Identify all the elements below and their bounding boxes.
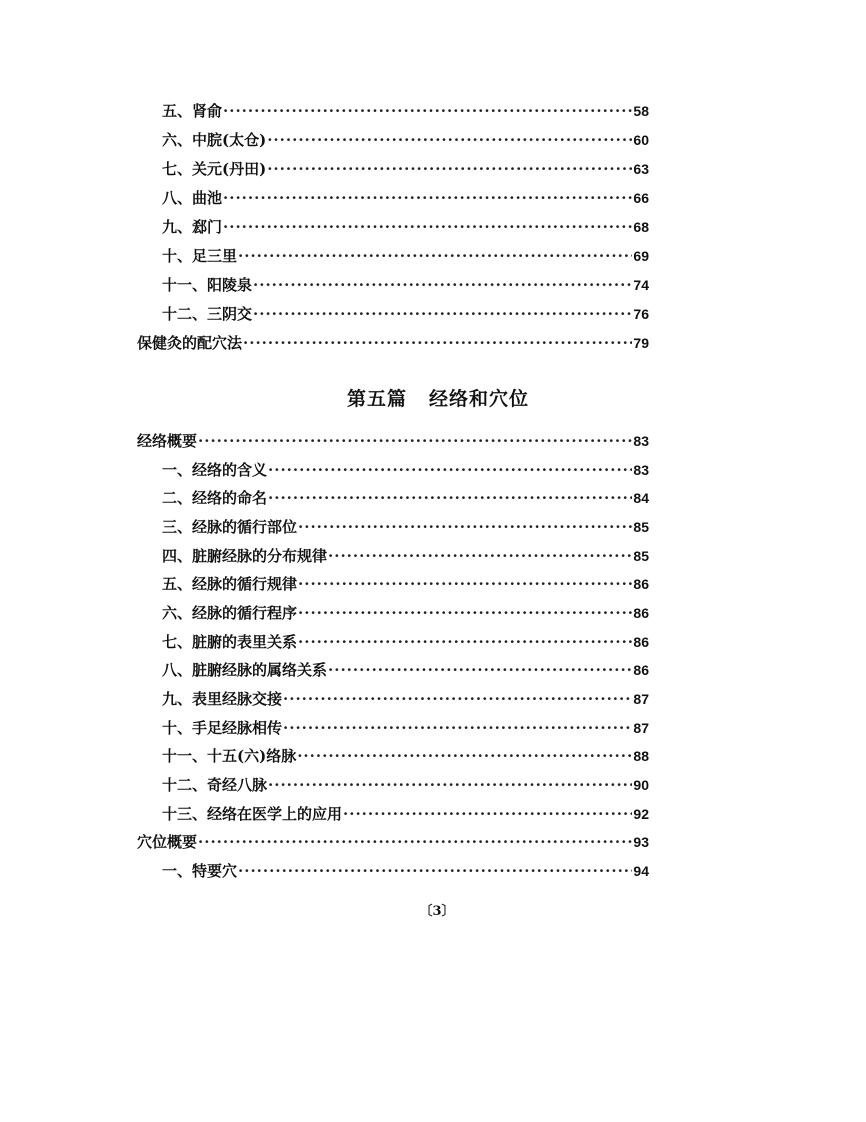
toc-entry-page: 79 — [633, 335, 649, 351]
dot-leader — [267, 126, 632, 155]
toc-entry-page: 86 — [633, 662, 649, 679]
toc-entry-page: 83 — [633, 433, 649, 449]
dot-leader — [283, 685, 632, 714]
toc-entry-page: 90 — [633, 776, 649, 793]
dot-leader — [268, 484, 632, 513]
dot-leader — [198, 828, 632, 857]
dot-leader — [298, 570, 632, 599]
toc-entry — [137, 456, 649, 485]
toc-entry — [137, 329, 649, 358]
dot-leader — [328, 542, 632, 571]
toc-entry-page: 86 — [633, 633, 649, 650]
toc-entry-title: 十二、三阴交 — [162, 305, 253, 323]
dot-leader — [253, 271, 632, 300]
toc-entry — [137, 427, 649, 456]
toc-entry-title: 七、脏腑的表里关系 — [162, 632, 298, 651]
dot-leader — [343, 800, 632, 829]
dot-leader — [238, 857, 632, 886]
toc-entry — [137, 300, 649, 329]
part-heading — [0, 384, 866, 411]
toc-entry — [137, 155, 649, 184]
toc-entry-page: 88 — [633, 748, 649, 765]
toc-entry-page: 68 — [633, 219, 649, 235]
toc-entry — [137, 271, 649, 300]
toc-entry — [137, 685, 649, 714]
toc-entry — [137, 656, 649, 685]
toc-entry-page: 85 — [633, 518, 649, 535]
toc-entry-page: 63 — [633, 161, 649, 177]
dot-leader — [298, 599, 632, 628]
toc-entry-title: 穴位概要 — [137, 833, 198, 852]
toc-entry — [137, 771, 649, 800]
toc-entry-page: 58 — [633, 103, 649, 119]
part-number: 第五篇 — [346, 388, 407, 410]
toc-entry — [137, 857, 649, 886]
toc-entry-page: 69 — [633, 248, 649, 264]
toc-entry — [137, 828, 649, 857]
toc-entry-page: 92 — [633, 805, 649, 822]
toc-entry — [137, 213, 649, 242]
toc-entry — [137, 513, 649, 542]
toc-entry-title: 十一、阳陵泉 — [162, 276, 253, 294]
toc-entry-title: 五、经脉的循行规律 — [162, 575, 298, 594]
toc-entry-title: 九、表里经脉交接 — [162, 689, 283, 708]
dot-leader — [223, 213, 632, 242]
toc-section-a — [137, 97, 649, 358]
toc-entry-page: 76 — [633, 306, 649, 322]
dot-leader — [298, 628, 632, 657]
dot-leader — [298, 513, 632, 542]
toc-entry-title: 七、关元(丹田) — [162, 160, 267, 178]
dot-leader — [267, 155, 632, 184]
toc-entry-title: 经络概要 — [137, 432, 198, 450]
dot-leader — [223, 97, 632, 126]
dot-leader — [268, 771, 632, 800]
toc-entry — [137, 97, 649, 126]
toc-entry-title: 六、中脘(太仓) — [162, 131, 267, 149]
toc-entry — [137, 628, 649, 657]
toc-entry — [137, 242, 649, 271]
toc-entry — [137, 542, 649, 571]
toc-entry — [137, 184, 649, 213]
toc-entry-title: 六、经脉的循行程序 — [162, 603, 298, 622]
dot-leader — [253, 300, 632, 329]
toc-entry-title: 一、特要穴 — [162, 861, 238, 880]
toc-entry-page: 94 — [633, 862, 649, 879]
toc-entry-title: 十、足三里 — [162, 247, 238, 265]
toc-entry — [137, 570, 649, 599]
toc-entry-page: 93 — [633, 834, 649, 851]
toc-entry-title: 保健灸的配穴法 — [137, 334, 243, 352]
toc-entry-page: 86 — [633, 576, 649, 593]
dot-leader — [283, 714, 632, 743]
toc-entry-title: 十二、奇经八脉 — [162, 775, 268, 794]
page-number: 〔3〕 — [419, 904, 455, 919]
dot-leader — [223, 184, 632, 213]
toc-entry — [137, 599, 649, 628]
dot-leader — [328, 656, 632, 685]
dot-leader — [268, 456, 632, 485]
toc-entry-page: 60 — [633, 132, 649, 148]
toc-entry-page: 84 — [633, 490, 649, 507]
toc-entry-title: 十三、经络在医学上的应用 — [162, 804, 343, 823]
toc-entry-title: 八、脏腑经脉的属络关系 — [162, 661, 328, 680]
part-title: 经络和穴位 — [429, 388, 530, 410]
dot-leader — [243, 329, 632, 358]
toc-entry — [137, 126, 649, 155]
toc-entry-page: 87 — [633, 719, 649, 736]
toc-entry-page: 85 — [633, 547, 649, 564]
toc-entry-page: 87 — [633, 690, 649, 707]
toc-entry-title: 二、经络的命名 — [162, 489, 268, 508]
toc-entry-title: 三、经脉的循行部位 — [162, 517, 298, 536]
toc-entry-title: 四、脏腑经脉的分布规律 — [162, 546, 328, 565]
toc-entry-title: 十、手足经脉相传 — [162, 718, 283, 737]
dot-leader — [297, 742, 632, 771]
toc-entry-title: 九、郄门 — [162, 218, 223, 236]
toc-entry — [137, 484, 649, 513]
toc-section-b — [137, 427, 649, 886]
toc-entry-page: 74 — [633, 277, 649, 293]
toc-entry — [137, 800, 649, 829]
toc-entry-page: 83 — [633, 461, 649, 478]
toc-entry-title: 八、曲池 — [162, 189, 223, 207]
toc-entry-title: 一、经络的含义 — [162, 460, 268, 479]
dot-leader — [238, 242, 632, 271]
toc-entry-title: 五、肾俞 — [162, 102, 223, 120]
toc-entry-page: 86 — [633, 604, 649, 621]
toc-entry — [137, 742, 649, 771]
toc-entry-title: 十一、十五(六)络脉 — [162, 747, 297, 766]
toc-entry-page: 66 — [633, 190, 649, 206]
dot-leader — [198, 427, 632, 456]
toc-entry — [137, 714, 649, 743]
